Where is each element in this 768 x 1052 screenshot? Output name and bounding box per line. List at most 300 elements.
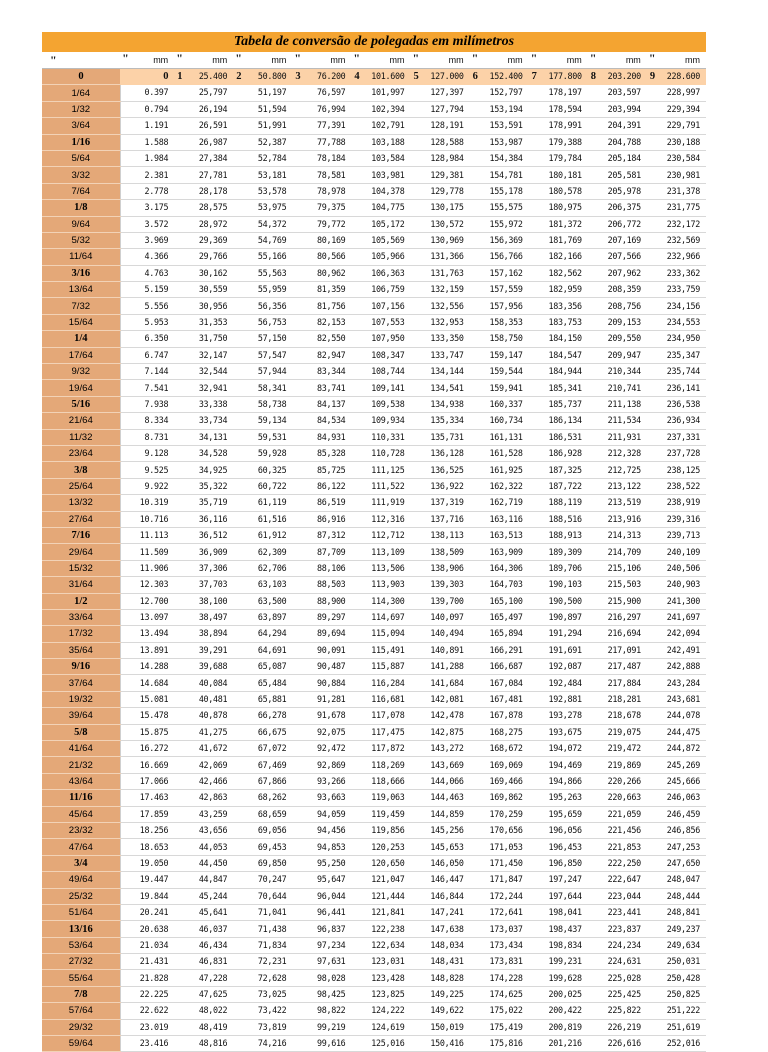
whole-inch-label: 8: [590, 71, 596, 82]
mm-value: 20.241: [120, 904, 174, 920]
header-inch-mark: ": [648, 52, 656, 65]
mm-value: 19.844: [120, 888, 174, 904]
header-unit: mm: [507, 54, 523, 65]
table-row: [42, 134, 706, 150]
mm-value: 26,591: [174, 118, 233, 134]
mm-value: 136,922: [411, 478, 470, 494]
mm-value: 175,816: [470, 1036, 529, 1052]
mm-value: 247,650: [647, 855, 706, 871]
mm-value: 241,697: [647, 609, 706, 625]
mm-value: 76,597: [292, 85, 351, 101]
mm-value: 132,159: [411, 282, 470, 298]
mm-value: 14.684: [120, 675, 174, 691]
table-row: [42, 544, 706, 560]
mm-value: 242,491: [647, 642, 706, 658]
table-row: [42, 904, 706, 920]
mm-value: 130,572: [411, 216, 470, 232]
mm-value: 163,116: [470, 511, 529, 527]
mm-value: 0.794: [120, 101, 174, 117]
mm-value: 165,100: [470, 593, 529, 609]
mm-value: 88,106: [292, 560, 351, 576]
mm-value: 250,825: [647, 986, 706, 1002]
mm-value: 78,978: [292, 183, 351, 199]
mm-value: 119,459: [351, 806, 410, 822]
mm-value: 237,728: [647, 445, 706, 461]
mm-value: 128,191: [411, 118, 470, 134]
table-row: [42, 101, 706, 117]
mm-value: 39,291: [174, 642, 233, 658]
mm-value: 234,950: [647, 331, 706, 347]
mm-value: 67,866: [233, 773, 292, 789]
mm-value: 7.541: [120, 380, 174, 396]
mm-value: 46,831: [174, 954, 233, 970]
base-mm-value: 127.000: [430, 71, 464, 82]
header-cell: [351, 52, 410, 69]
mm-value: 105,172: [351, 216, 410, 232]
mm-value: 61,119: [233, 495, 292, 511]
inch-fraction: 57/64: [42, 1003, 120, 1019]
mm-value: 252,016: [647, 1036, 706, 1052]
mm-value: 166,291: [470, 642, 529, 658]
mm-value: 215,900: [588, 593, 647, 609]
mm-value: 140,097: [411, 609, 470, 625]
mm-value: 192,881: [529, 691, 588, 707]
mm-value: 34,131: [174, 429, 233, 445]
header-inch-mark: ": [235, 52, 242, 65]
mm-value: 15.875: [120, 724, 174, 740]
mm-value: 95,647: [292, 872, 351, 888]
mm-value: 26,987: [174, 134, 233, 150]
mm-value: 112,316: [351, 511, 410, 527]
inch-fraction: 27/32: [42, 954, 120, 970]
mm-value: 61,912: [233, 527, 292, 543]
mm-value: 232,966: [647, 249, 706, 265]
mm-value: 230,981: [647, 167, 706, 183]
mm-value: 63,500: [233, 593, 292, 609]
mm-value: 38,100: [174, 593, 233, 609]
mm-value: 134,541: [411, 380, 470, 396]
header-cell: [529, 52, 588, 69]
mm-value: 87,312: [292, 527, 351, 543]
inch-fraction: 53/64: [42, 937, 120, 953]
mm-value: 41,672: [174, 741, 233, 757]
mm-value: 97,631: [292, 954, 351, 970]
mm-value: 200,025: [529, 986, 588, 1002]
whole-inch-label: 5: [413, 71, 419, 82]
mm-value: 29,369: [174, 232, 233, 248]
inch-fraction: 7/8: [42, 986, 120, 1002]
mm-value: 118,269: [351, 757, 410, 773]
mm-value: 37,306: [174, 560, 233, 576]
mm-value: 80,962: [292, 265, 351, 281]
mm-value: 4.763: [120, 265, 174, 281]
mm-value: 145,256: [411, 822, 470, 838]
header-unit: mm: [566, 54, 582, 65]
mm-value: 51,594: [233, 101, 292, 117]
mm-value: 181,372: [529, 216, 588, 232]
mm-value: 142,478: [411, 708, 470, 724]
mm-value: 40,878: [174, 708, 233, 724]
mm-value: 145,653: [411, 839, 470, 855]
base-cell: [529, 69, 588, 85]
mm-value: 218,281: [588, 691, 647, 707]
mm-value: 59,928: [233, 445, 292, 461]
mm-value: 46,037: [174, 921, 233, 937]
mm-value: 147,241: [411, 904, 470, 920]
table-row: [42, 85, 706, 101]
mm-value: 19.050: [120, 855, 174, 871]
base-mm-value: 177.800: [548, 71, 582, 82]
base-row-label: 0: [42, 69, 120, 85]
mm-value: 134,144: [411, 364, 470, 380]
mm-value: 21.828: [120, 970, 174, 986]
inch-fraction: 31/64: [42, 577, 120, 593]
mm-value: 73,422: [233, 1003, 292, 1019]
mm-value: 209,947: [588, 347, 647, 363]
mm-value: 63,103: [233, 577, 292, 593]
mm-value: 157,956: [470, 298, 529, 314]
mm-value: 225,425: [588, 986, 647, 1002]
mm-value: 196,453: [529, 839, 588, 855]
table-row: [42, 478, 706, 494]
mm-value: 127,397: [411, 85, 470, 101]
mm-value: 248,841: [647, 904, 706, 920]
mm-value: 236,141: [647, 380, 706, 396]
mm-value: 82,153: [292, 314, 351, 330]
mm-value: 3.572: [120, 216, 174, 232]
base-mm-value: 76.200: [316, 71, 346, 82]
mm-value: 1.588: [120, 134, 174, 150]
mm-value: 16.669: [120, 757, 174, 773]
mm-value: 119,063: [351, 790, 410, 806]
mm-value: 66,675: [233, 724, 292, 740]
mm-value: 111,522: [351, 478, 410, 494]
mm-value: 97,234: [292, 937, 351, 953]
mm-value: 161,131: [470, 429, 529, 445]
mm-value: 70,644: [233, 888, 292, 904]
mm-value: 13.097: [120, 609, 174, 625]
header-unit: mm: [685, 54, 700, 65]
mm-value: 250,031: [647, 954, 706, 970]
mm-value: 55,166: [233, 249, 292, 265]
mm-value: 209,550: [588, 331, 647, 347]
mm-value: 33,338: [174, 396, 233, 412]
mm-value: 244,872: [647, 741, 706, 757]
base-cell: [351, 69, 410, 85]
mm-value: 27,781: [174, 167, 233, 183]
inch-fraction: 33/64: [42, 609, 120, 625]
header-unit: mm: [625, 54, 641, 65]
mm-value: 22.225: [120, 986, 174, 1002]
mm-value: 125,016: [351, 1036, 410, 1052]
mm-value: 162,719: [470, 495, 529, 511]
mm-value: 117,872: [351, 741, 410, 757]
mm-value: 13.494: [120, 626, 174, 642]
mm-value: 63,897: [233, 609, 292, 625]
table-row: [42, 527, 706, 543]
mm-value: 158,750: [470, 331, 529, 347]
mm-value: 190,897: [529, 609, 588, 625]
mm-value: 192,087: [529, 659, 588, 675]
table-row: [42, 839, 706, 855]
inch-fraction: 21/64: [42, 413, 120, 429]
mm-value: 124,222: [351, 1003, 410, 1019]
mm-value: 188,913: [529, 527, 588, 543]
mm-value: 209,153: [588, 314, 647, 330]
inch-fraction: 1/64: [42, 85, 120, 101]
header-cell: [470, 52, 529, 69]
mm-value: 48,816: [174, 1036, 233, 1052]
mm-value: 21.431: [120, 954, 174, 970]
mm-value: 205,978: [588, 183, 647, 199]
mm-value: 89,297: [292, 609, 351, 625]
mm-value: 217,884: [588, 675, 647, 691]
mm-value: 108,744: [351, 364, 410, 380]
mm-value: 22.622: [120, 1003, 174, 1019]
inch-fraction: 1/2: [42, 593, 120, 609]
mm-value: 107,553: [351, 314, 410, 330]
mm-value: 235,347: [647, 347, 706, 363]
mm-value: 46,434: [174, 937, 233, 953]
mm-value: 196,850: [529, 855, 588, 871]
mm-value: 62,706: [233, 560, 292, 576]
mm-value: 17.463: [120, 790, 174, 806]
mm-value: 64,691: [233, 642, 292, 658]
mm-value: 72,231: [233, 954, 292, 970]
mm-value: 89,694: [292, 626, 351, 642]
mm-value: 213,122: [588, 478, 647, 494]
mm-value: 107,950: [351, 331, 410, 347]
table-row: [42, 1019, 706, 1035]
mm-value: 230,188: [647, 134, 706, 150]
header-inch-symbol: ": [42, 52, 120, 69]
mm-value: 243,681: [647, 691, 706, 707]
inch-fraction: 51/64: [42, 904, 120, 920]
inch-fraction: 19/32: [42, 691, 120, 707]
table-row: [42, 675, 706, 691]
inch-fraction: 9/64: [42, 216, 120, 232]
header-unit: mm: [330, 54, 346, 65]
mm-value: 179,388: [529, 134, 588, 150]
table-row: [42, 560, 706, 576]
inch-fraction: 25/32: [42, 888, 120, 904]
table-row: [42, 921, 706, 937]
mm-value: 184,547: [529, 347, 588, 363]
inch-fraction: 1/32: [42, 101, 120, 117]
mm-value: 2.381: [120, 167, 174, 183]
base-mm-value: 203.200: [607, 71, 641, 82]
base-cell: [120, 69, 174, 85]
inch-fraction: 59/64: [42, 1036, 120, 1052]
whole-inch-label: 2: [236, 71, 242, 82]
mm-value: 55,959: [233, 282, 292, 298]
mm-value: 6.747: [120, 347, 174, 363]
header-inch-mark: ": [353, 52, 361, 65]
mm-value: 153,194: [470, 101, 529, 117]
mm-value: 53,181: [233, 167, 292, 183]
mm-value: 83,344: [292, 364, 351, 380]
mm-value: 211,534: [588, 413, 647, 429]
table-row: [42, 216, 706, 232]
mm-value: 72,628: [233, 970, 292, 986]
table-row: [42, 150, 706, 166]
mm-value: 222,647: [588, 872, 647, 888]
mm-value: 184,944: [529, 364, 588, 380]
mm-value: 90,884: [292, 675, 351, 691]
mm-value: 195,263: [529, 790, 588, 806]
table-row: [42, 298, 706, 314]
mm-value: 18.256: [120, 822, 174, 838]
mm-value: 68,659: [233, 806, 292, 822]
mm-value: 173,037: [470, 921, 529, 937]
mm-value: 194,469: [529, 757, 588, 773]
table-row: [42, 249, 706, 265]
mm-value: 6.350: [120, 331, 174, 347]
mm-value: 87,709: [292, 544, 351, 560]
mm-value: 103,584: [351, 150, 410, 166]
mm-value: 139,303: [411, 577, 470, 593]
mm-value: 213,916: [588, 511, 647, 527]
mm-value: 109,141: [351, 380, 410, 396]
mm-value: 234,156: [647, 298, 706, 314]
mm-value: 112,712: [351, 527, 410, 543]
mm-value: 31,750: [174, 331, 233, 347]
mm-value: 86,916: [292, 511, 351, 527]
mm-value: 116,681: [351, 691, 410, 707]
base-mm-value: 0: [163, 71, 169, 83]
mm-value: 102,394: [351, 101, 410, 117]
mm-value: 214,313: [588, 527, 647, 543]
mm-value: 38,497: [174, 609, 233, 625]
mm-value: 99,616: [292, 1036, 351, 1052]
table-row: [42, 445, 706, 461]
mm-value: 197,247: [529, 872, 588, 888]
table-row: [42, 1036, 706, 1052]
mm-value: 221,456: [588, 822, 647, 838]
inch-fraction: 11/16: [42, 790, 120, 806]
mm-value: 36,909: [174, 544, 233, 560]
mm-value: 47,625: [174, 986, 233, 1002]
mm-value: 172,641: [470, 904, 529, 920]
inch-fraction: 1/8: [42, 200, 120, 216]
mm-value: 211,138: [588, 396, 647, 412]
mm-value: 170,656: [470, 822, 529, 838]
table-row: [42, 691, 706, 707]
mm-value: 249,237: [647, 921, 706, 937]
mm-value: 205,581: [588, 167, 647, 183]
mm-value: 124,619: [351, 1019, 410, 1035]
mm-value: 68,262: [233, 790, 292, 806]
mm-value: 122,634: [351, 937, 410, 953]
inch-fraction: 35/64: [42, 642, 120, 658]
mm-value: 19.447: [120, 872, 174, 888]
mm-value: 225,028: [588, 970, 647, 986]
mm-value: 133,350: [411, 331, 470, 347]
mm-value: 236,538: [647, 396, 706, 412]
mm-value: 131,763: [411, 265, 470, 281]
mm-value: 235,744: [647, 364, 706, 380]
mm-value: 9.525: [120, 462, 174, 478]
mm-value: 215,503: [588, 577, 647, 593]
mm-value: 106,363: [351, 265, 410, 281]
inch-fraction: 7/32: [42, 298, 120, 314]
mm-value: 11.906: [120, 560, 174, 576]
mm-value: 173,434: [470, 937, 529, 953]
mm-value: 153,591: [470, 118, 529, 134]
mm-value: 199,231: [529, 954, 588, 970]
mm-value: 233,759: [647, 282, 706, 298]
mm-value: 123,825: [351, 986, 410, 1002]
mm-value: 238,522: [647, 478, 706, 494]
mm-value: 28,575: [174, 200, 233, 216]
mm-value: 246,856: [647, 822, 706, 838]
mm-value: 123,031: [351, 954, 410, 970]
mm-value: 243,284: [647, 675, 706, 691]
mm-value: 190,103: [529, 577, 588, 593]
inch-fraction: 15/64: [42, 314, 120, 330]
mm-value: 187,722: [529, 478, 588, 494]
mm-value: 34,925: [174, 462, 233, 478]
mm-value: 81,756: [292, 298, 351, 314]
mm-value: 8.731: [120, 429, 174, 445]
mm-value: 192,484: [529, 675, 588, 691]
mm-value: 159,941: [470, 380, 529, 396]
mm-value: 56,753: [233, 314, 292, 330]
mm-value: 121,841: [351, 904, 410, 920]
table-row: [42, 642, 706, 658]
mm-value: 198,041: [529, 904, 588, 920]
mm-value: 183,753: [529, 314, 588, 330]
inch-fraction: 3/16: [42, 265, 120, 281]
base-mm-value: 101.600: [371, 71, 405, 82]
mm-value: 10.319: [120, 495, 174, 511]
mm-value: 96,044: [292, 888, 351, 904]
mm-value: 170,259: [470, 806, 529, 822]
inch-fraction: 9/16: [42, 659, 120, 675]
mm-value: 57,944: [233, 364, 292, 380]
header-cell: [411, 52, 470, 69]
mm-value: 121,444: [351, 888, 410, 904]
mm-value: 163,513: [470, 527, 529, 543]
table-row: [42, 609, 706, 625]
mm-value: 168,275: [470, 724, 529, 740]
mm-value: 208,359: [588, 282, 647, 298]
mm-value: 110,331: [351, 429, 410, 445]
mm-value: 155,575: [470, 200, 529, 216]
table-row: [42, 265, 706, 281]
mm-value: 193,278: [529, 708, 588, 724]
mm-value: 3.175: [120, 200, 174, 216]
mm-value: 198,437: [529, 921, 588, 937]
inch-fraction: 29/32: [42, 1019, 120, 1035]
mm-value: 5.556: [120, 298, 174, 314]
mm-value: 60,325: [233, 462, 292, 478]
mm-value: 120,253: [351, 839, 410, 855]
mm-value: 108,347: [351, 347, 410, 363]
mm-value: 153,987: [470, 134, 529, 150]
mm-value: 194,866: [529, 773, 588, 789]
inch-fraction: 13/64: [42, 282, 120, 298]
mm-value: 207,169: [588, 232, 647, 248]
base-cell: [647, 69, 706, 85]
mm-value: 115,094: [351, 626, 410, 642]
mm-value: 141,684: [411, 675, 470, 691]
mm-value: 23.416: [120, 1036, 174, 1052]
table-row: [42, 577, 706, 593]
table-row: [42, 741, 706, 757]
mm-value: 52,387: [233, 134, 292, 150]
mm-value: 129,778: [411, 183, 470, 199]
